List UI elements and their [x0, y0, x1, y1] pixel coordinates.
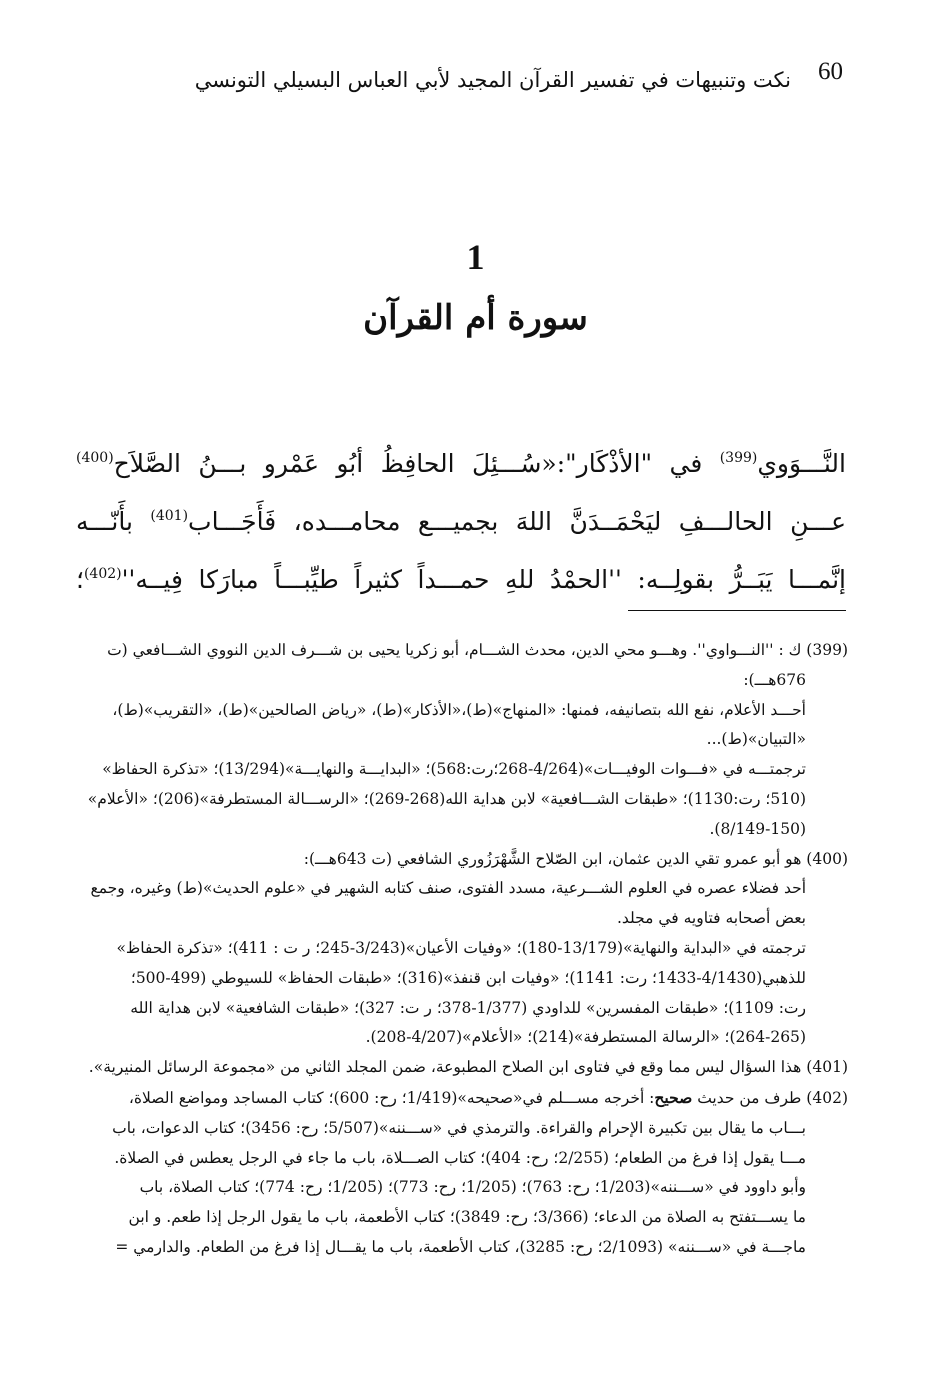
main-text — [76, 432, 846, 606]
footnote-402-sources — [76, 1114, 848, 1263]
footnote-line: مـــا يقول إذا فرغ من الطعام؛ (2/255؛ رح: 404)؛ كتاب الصـــلاة، باب ما جاء في الرجل يعطس في الصلاة. — [114, 1148, 806, 1167]
main-text-segment: إنَّمـــا يَبَــرُّ بقولِــه: ''الحمْدُ للهِ حمـــداً كثيراً طيِّبـــاً مبارَكا فِيــه'' — [121, 565, 846, 594]
chapter-number: 1 — [466, 237, 485, 277]
footnote-ref-401[interactable]: (401) — [150, 508, 189, 524]
footnote-402 — [76, 1083, 848, 1114]
footnote-line: بـــاب ما يقال بين تكبيرة الإحرام والقراءة. والترمذي في «ســـننه»(5/507؛ رح: 3456)؛ كتاب الدعوات، باب — [112, 1118, 806, 1137]
footnote-line: وأبو داوود في «ســـننه»(1/203؛ رح: 763)؛ (1/205؛ رح: 773)؛ (1/205؛ رح: 774)؛ كتاب الصلاة، باب — [139, 1178, 806, 1197]
footnote-line: (400) هو أبو عمرو تقي الدين عثمان، ابن الصّلاح الشَّهْرَزُوري الشافعي (ت 643هـــ): — [303, 849, 848, 868]
footnote-399-sources — [76, 755, 848, 844]
footnote-line: (401) هذا السؤال ليس مما وقع في فتاوى ابن الصلاح المطبوعة، ضمن المجلد الثاني من «مجموعة الرسائل المنيرية». — [88, 1058, 848, 1077]
main-line-2 — [76, 490, 846, 548]
footnote-line: 676هـــ): — [743, 670, 806, 689]
footnote-line: ترجمته في «البداية والنهاية»(13/179-180)؛ «وفيات الأعيان»(3/243-245؛ ر ت : 411)؛ «تذكرة الحفاظ» — [116, 938, 806, 957]
footnote-line: أحد فضلاء عصره في العلوم الشـــرعية، مسدد الفتوى، صنف كتابه الشهير في «علوم الحديث»(ط) وغيره، وجمع — [90, 879, 806, 898]
footnote-ref-402[interactable]: (402) — [83, 566, 122, 582]
main-text-segment: النَّـــوَوي — [757, 449, 846, 478]
footnote-ref-399[interactable]: (399) — [719, 450, 758, 466]
chapter-title: سورة أم القرآن — [363, 298, 588, 338]
footnote-line: ترجمتـــه في «فـــوات الوفيـــات»(4/264-268؛رت:568)؛ «البدايـــة والنهايـــة»(13/294)؛ «تذكرة الحفاظ» — [102, 760, 806, 779]
footnote-402-grade: صحيح — [654, 1087, 693, 1107]
page-number: 60 — [818, 58, 843, 85]
footnote-402-tail: : أخرجه مســـلم في«صحيحه»(1/419؛ رح: 600)؛ كتاب المساجد ومواضع الصلاة، — [128, 1088, 655, 1107]
footnote-400-sources — [76, 934, 848, 1053]
main-text-segment: في "الأذْكَار":«سُـــئِلَ الحافِظُ أبُو عَمْرو بـــنُ الصَّلاَح — [113, 449, 720, 478]
footnote-line: رت: 1109)؛ «طبقات المفسرين» للداودي (1/377-378؛ ر ت: 327)؛ «طبقات الشافعية» لابن هداية الله — [130, 998, 806, 1017]
running-header: نكت وتنبيهات في تفسير القرآن المجيد لأبي العباس البسيلي التونسي — [194, 68, 791, 92]
footnote-line: (264-265)؛ «الرسالة المستطرفة»(214)؛ «الأعلام»(4/207-208). — [365, 1028, 806, 1047]
footnote-line: أحـــد الأعلام، نفع الله بتصانيفه، فمنها: «المنهاج»(ط)،«الأذكار»(ط)، «رياض الصالحين»(ط)، «التقريب»(ط)، — [112, 700, 806, 719]
footnote-line: للذهبي(4/1430-1433؛ رت: 1141)؛ «وفيات ابن قنفذ»(316)؛ «طبقات الحفاظ» للسيوطي (499-500؛ — [130, 968, 806, 987]
footnote-line: بعض أصحابه فتاويه في مجلد. — [616, 909, 806, 928]
footnote-402-head: (402) طرف من حديث — [692, 1088, 848, 1107]
footnote-line: (8/149-150). — [709, 819, 806, 838]
footnotes — [76, 636, 848, 1263]
main-text-segment: عـــنِ الحالـــفِ ليَحْمَــدَنَّ اللهَ بجميـــع محامـــده، فَأَجَـــاب — [188, 507, 846, 536]
footnote-line-first — [76, 1083, 848, 1114]
footnote-400-bio — [76, 874, 848, 934]
main-line-1 — [76, 432, 846, 490]
footnote-401 — [76, 1053, 848, 1083]
footnote-399-works — [76, 696, 848, 756]
footnote-line: «التبيان»(ط)... — [706, 730, 806, 749]
footnote-separator — [628, 610, 846, 611]
footnote-line: ما يســـتفتح به الصلاة من الدعاء؛ (3/366؛ رح: 3849)؛ كتاب الأطعمة، باب ما يقول الرجل إذا طعم. و ابن — [128, 1208, 806, 1227]
main-text-segment: بأَنّـــه — [76, 507, 151, 536]
footnote-399 — [76, 636, 848, 696]
footnote-400 — [76, 845, 848, 875]
footnote-line: (510؛ رت:1130)؛ «طبقات الشـــافعية» لابن هداية الله(268-269)؛ «الرســـالة المستطرفة»(206)؛ «الأعلام» — [87, 789, 806, 808]
main-text-segment: ؛ — [76, 565, 84, 594]
footnote-line: (399) ك : ''النـــواوي''. وهـــو محي الدين، محدث الشـــام، أبو زكريا يحيى بن شـــرف الدين النووي الشـــافعي (ت — [107, 641, 848, 659]
footnote-ref-400[interactable]: (400) — [76, 450, 114, 466]
main-line-3 — [76, 548, 846, 606]
footnote-line: ماجـــة في «ســـننه» (2/1093؛ رح: 3285)، كتاب الأطعمة، باب ما يقـــال إذا فرغ من الطعام. والدارمي = — [115, 1237, 806, 1256]
